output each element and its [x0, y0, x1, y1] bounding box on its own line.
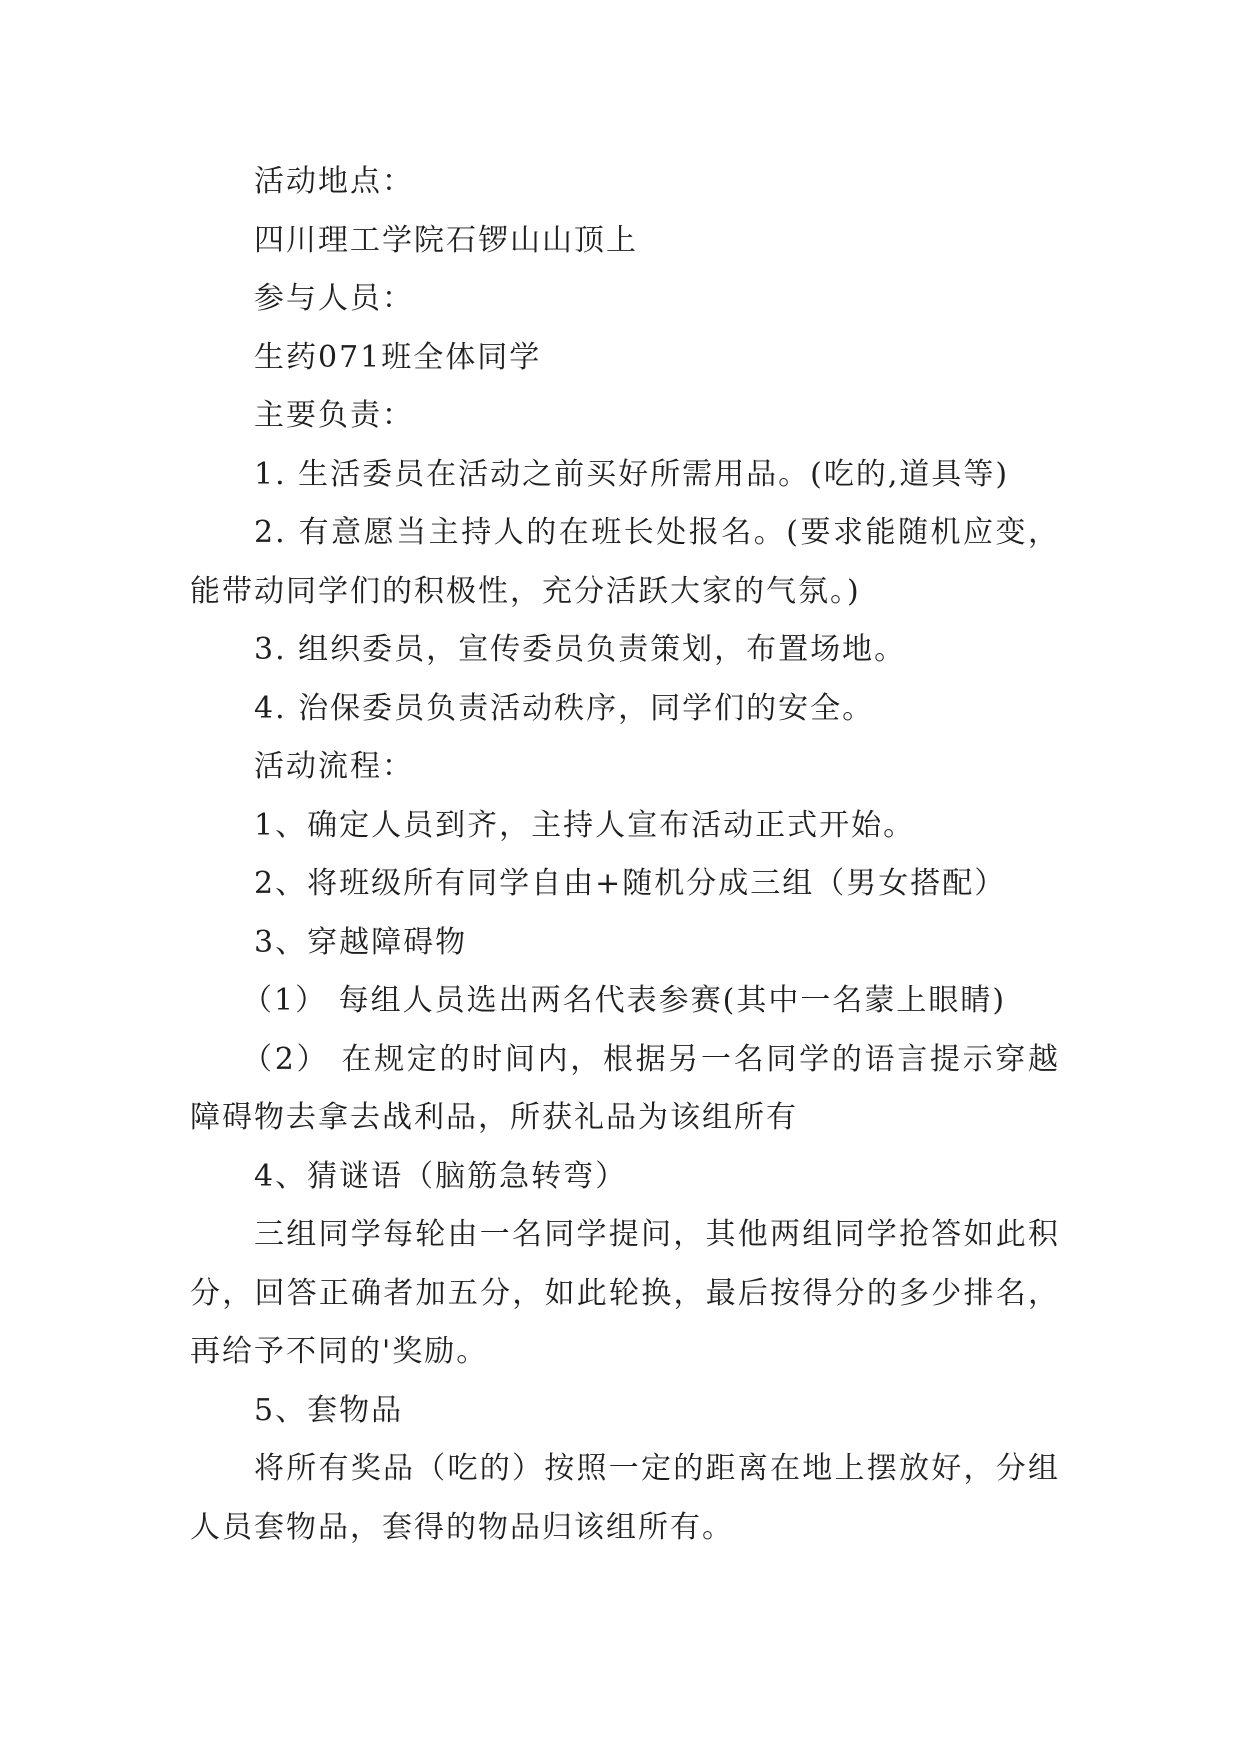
paragraph-process-1: 1、确定人员到齐，主持人宣布活动正式开始。 [254, 807, 916, 843]
paragraph-responsibility-3: 3. 组织委员，宣传委员负责策划，布置场地。 [254, 632, 907, 667]
paragraph-process-3: 3、穿越障碍物 [254, 924, 468, 960]
document-body [190, 153, 1060, 1557]
paragraph-process-5: 5、套物品 [254, 1392, 404, 1428]
paragraph-process-3-sub-2: （2） 在规定的时间内，根据另一名同学的语言提示穿越障碍物去拿去战利品，所获礼品为该组所有 [190, 1041, 1060, 1135]
paragraph-process-2: 2、将班级所有同学自由+随机分成三组（男女搭配） [254, 866, 1007, 901]
paragraph-process-4: 4、猜谜语（脑筋急转弯） [254, 1158, 628, 1194]
paragraph-process-5-body: 将所有奖品（吃的）按照一定的距离在地上摆放好，分组人员套物品，套得的物品归该组所有。 [190, 1451, 1060, 1545]
paragraph-responsibilities-heading: 主要负责： [254, 398, 414, 433]
paragraph-participants: 生药071班全体同学 [254, 339, 542, 375]
paragraph-venue: 四川理工学院石锣山山顶上 [254, 222, 638, 258]
paragraph-process-heading: 活动流程： [254, 749, 414, 784]
paragraph-venue-heading: 活动地点： [254, 164, 414, 199]
paragraph-process-4-body: 三组同学每轮由一名同学提问，其他两组同学抢答如此积分，回答正确者加五分，如此轮换，最后按得分的多少排名，再给予不同的'奖励。 [190, 1217, 1060, 1369]
paragraph-process-3-sub-1: （1） 每组人员选出两名代表参赛(其中一名蒙上眼睛) [242, 983, 1007, 1018]
paragraph-responsibility-1: 1. 生活委员在活动之前买好所需用品。(吃的,道具等) [254, 456, 1010, 492]
paragraph-participants-heading: 参与人员： [254, 281, 414, 316]
paragraph-responsibility-4: 4. 治保委员负责活动秩序，同学们的安全。 [254, 690, 875, 726]
paragraph-responsibility-2: 2. 有意愿当主持人的在班长处报名。(要求能随机应变，能带动同学们的积极性，充分活跃大家的气氛。) [190, 515, 1060, 609]
